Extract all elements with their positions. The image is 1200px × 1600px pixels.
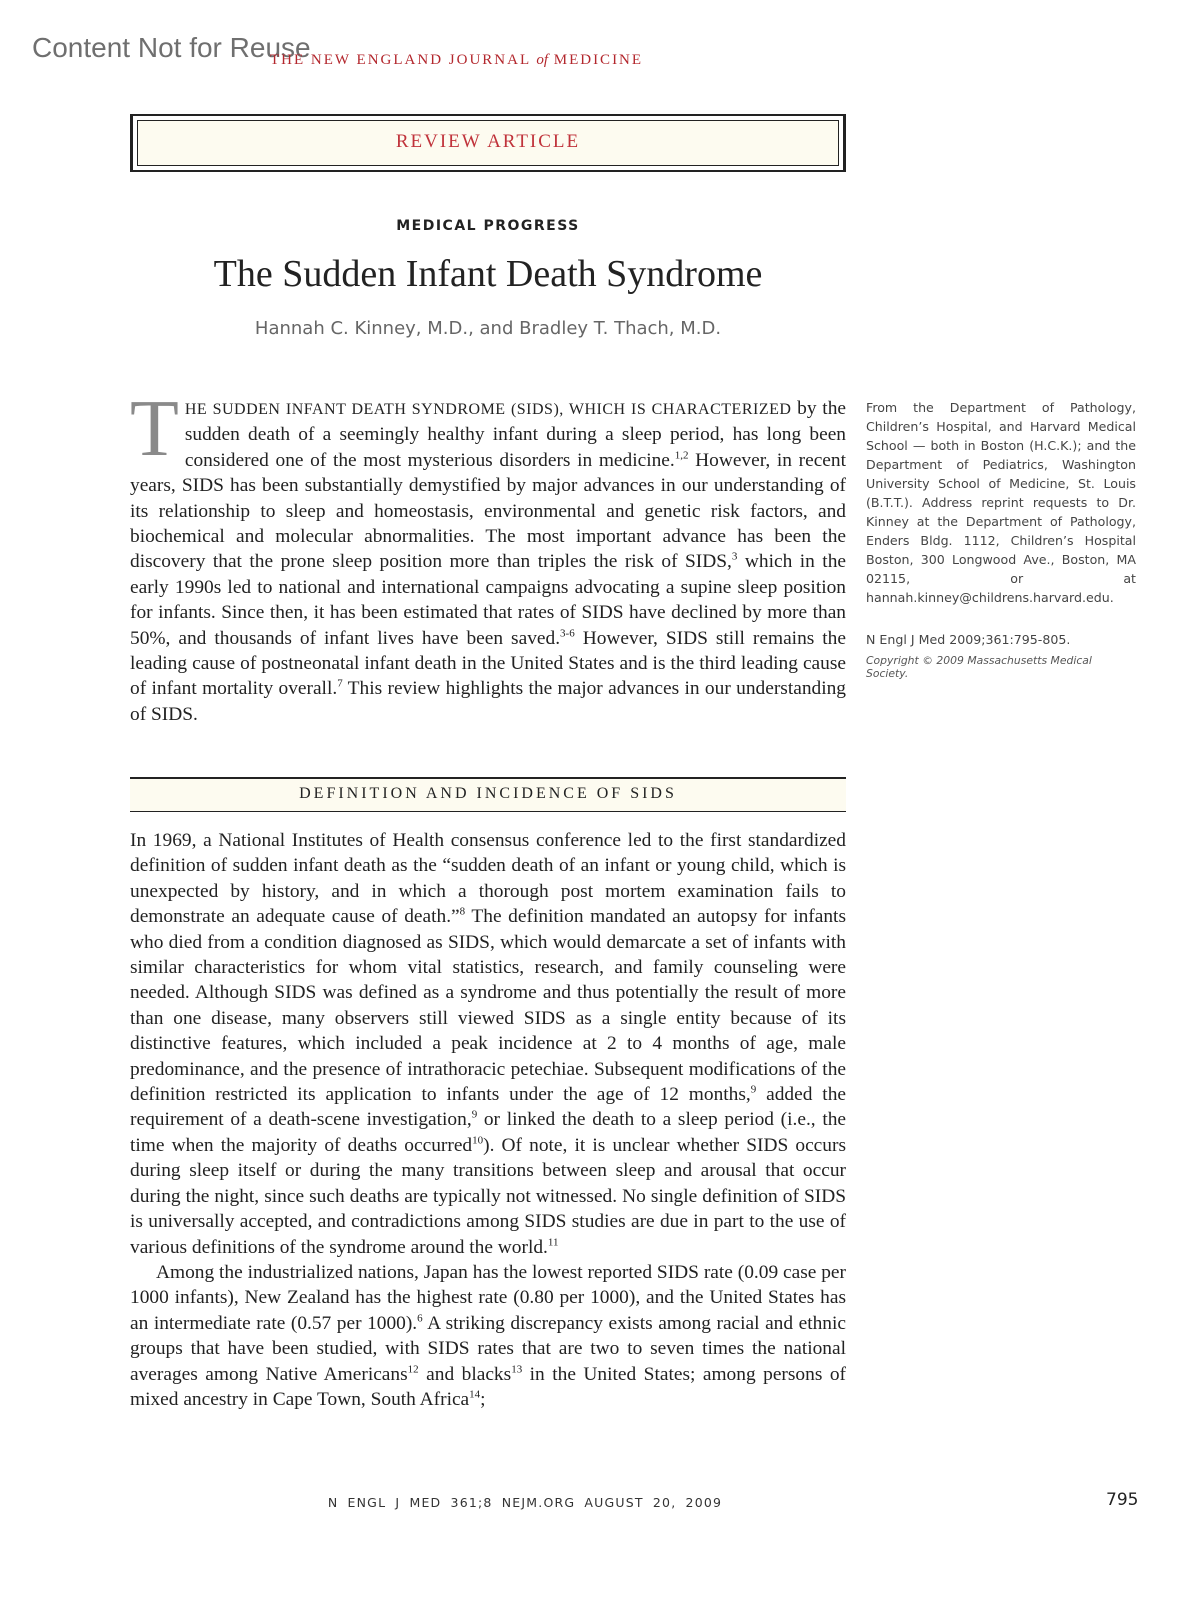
intro-text: This review highlights the major advances in our understanding of SIDS. [130,678,846,725]
reference-marker: 11 [547,1236,559,1249]
journal-name-pre: THE NEW ENGLAND JOURNAL [270,52,537,68]
section-body [130,828,846,1412]
page-footer: N ENGL J MED 361;8 NEJM.ORG AUGUST 20, 2009 [327,1495,723,1510]
paragraph-text: ). Of note, it is unclear whether SIDS occurs during sleep itself or during the many transitions between sleep and arousal that occur during the night, since such deaths are typically not witnessed. No single definition of SIDS is universally accepted, and contradictions among SIDS studies are due in part to the use of various definitions of the syndrome around the world. [130,1134,846,1258]
intro-text: by the sudden death of a seemingly healthy infant during a sleep period, has long been considered one of the most mysterious disorders in medicine. [184,398,846,471]
journal-name-of: of [536,52,548,68]
copyright-notice: Copyright © 2009 Massachusetts Medical Society. [866,654,1092,680]
reference-marker: 7 [337,678,343,690]
reference-marker: 9 [471,1109,478,1121]
paragraph-text: and blacks [418,1363,512,1385]
body-paragraph [130,828,846,1260]
article-type-label: REVIEW ARTICLE [395,131,581,152]
drop-cap: T [130,385,179,473]
author-affiliation-note: From the Department of Pathology, Children’s Hospital, and Harvard Medical School — both in Boston (H.C.K.); and the Department of Pediatrics, Washington University School of Medicine, St. Louis (B.T.T.). Address reprint requests to Dr. Kinney at the Department of Pathology, Enders Bldg. 1112, Children’s Hospital Boston, 300 Longwood Ave., Boston, MA 02115, or at hannah.kinney@childrens.harvard.edu. [866,400,1136,605]
article-title: The Sudden Infant Death Syndrome [213,253,763,295]
paragraph-text: in the United States; among persons of mixed ancestry in Cape Town, South Africa [130,1363,847,1410]
intro-text: However, SIDS still remains the leading cause of postneonatal infant death in the United States and is the third leading cause of infant mortality overall. [130,627,846,700]
paragraph-text: Among the industrialized nations, Japan has the lowest reported SIDS rate (0.09 case per 1000 infants), New Zealand has the highest rate (0.80 per 1000), and the United States has an intermediate rate (0.57 per 1000). [130,1261,846,1334]
page-number: 795 [1106,1490,1139,1510]
journal-masthead [270,52,643,69]
reference-marker: 6 [417,1312,423,1325]
reference-marker: 14 [469,1388,481,1401]
paragraph-text: ; [480,1388,486,1410]
reference-marker: 13 [511,1363,523,1376]
reference-marker: 8 [459,905,466,918]
journal-name-post: MEDICINE [547,52,644,68]
reference-marker: 10 [472,1134,484,1147]
paragraph-text: In 1969, a National Institutes of Health consensus conference led to the first standardized definition of sudden infant death as the “sudden death of an infant or young child, which is unexpected by history, and in which a thorough post mortem examination fails to demonstrate an adequate cause of death.” [130,830,846,928]
reference-marker: 1,2 [674,449,689,462]
paragraph-text: added the requirement of a death-scene investigation, [130,1084,846,1131]
article-type-banner [130,114,846,172]
reference-marker: 3-6 [560,627,575,640]
reference-marker: 9 [750,1083,757,1096]
banner-inner-frame [137,120,839,166]
intro-text: However, in recent years, SIDS has been substantially demystified by major advances in our understanding of its relationship to sleep and homeostasis, environmental and genetic risk factors, and biochemical and molecular abnormalities. The most important advance has been the discovery that the prone sleep position more than triples the risk of SIDS, [130,449,846,573]
watermark-text: Content Not for Reuse [32,32,311,63]
intro-text: which in the early 1990s led to national and international campaigns advocating a supine sleep position for infants. Since then, it has been estimated that rates of SIDS have declined by more than 50%, and thousands of infant lives have been saved. [130,551,846,649]
section-divider-bottom [130,811,846,812]
paragraph-text: A striking discrepancy exists among racial and ethnic groups that have been studied, with SIDS rates that are two to seven times the national averages among Native Americans [130,1312,846,1385]
intro-paragraph [130,385,846,727]
section-heading: DEFINITION AND INCIDENCE OF SIDS [299,785,677,802]
intro-smallcaps-lead: HE SUDDEN INFANT DEATH SYNDROME (SIDS), WHICH IS CHARACTERIZED [184,401,792,418]
reference-marker: 3 [731,550,738,563]
author-byline: Hannah C. Kinney, M.D., and Bradley T. Thach, M.D. [254,318,722,339]
reference-marker: 12 [407,1363,419,1376]
paragraph-text: The definition mandated an autopsy for infants who died from a condition diagnosed as SIDS, which would demarcate a set of infants with similar characteristics for whom vital statistics, research, and family counseling were needed. Although SIDS was defined as a syndrome and thus potentially the result of more than one disease, many observers still viewed SIDS as a single entity because of its distinctive features, which included a peak incidence at 2 to 4 months of age, male predominance, and the presence of intrathoracic petechiae. Subsequent modifications of the definition restricted its application to infants under the age of 12 months, [130,906,846,1106]
journal-citation: N Engl J Med 2009;361:795-805. [866,632,1071,647]
section-label: MEDICAL PROGRESS [396,218,580,234]
paragraph-text: or linked the death to a sleep period (i.e., the time when the majority of deaths occurred [130,1109,847,1156]
body-paragraph [130,1260,846,1412]
